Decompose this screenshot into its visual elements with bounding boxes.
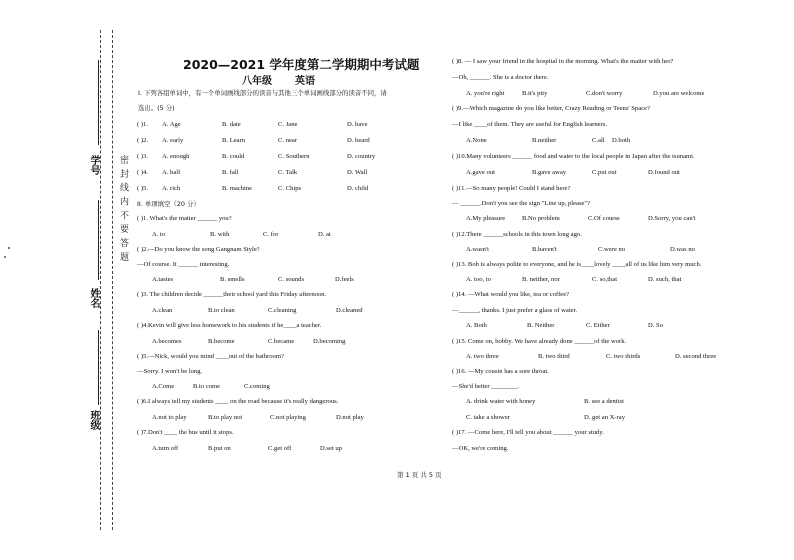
- question-number: ( )1.: [137, 121, 148, 128]
- question-stem: ( )11.—So many people! Could I stand here?: [452, 185, 571, 192]
- student-id-label: 学号: [88, 155, 99, 175]
- option-d: D.you are welcome: [653, 90, 705, 97]
- option-a: A. too, to: [466, 276, 491, 283]
- option-a: A. drink water with honey: [466, 398, 536, 405]
- option-d: D.becoming: [313, 338, 346, 345]
- option-c: C. for: [263, 231, 279, 238]
- question-stem: ( )15. Come on, bobby. We have already done ______of the work.: [452, 338, 627, 345]
- option-d: D. Wall: [347, 169, 368, 176]
- option-a: A.turn off: [152, 445, 179, 452]
- option-a: A. early: [162, 137, 184, 144]
- option-c: C. sounds: [278, 276, 305, 283]
- option-c: C. near: [278, 137, 298, 144]
- question-stem: ( )4.Kevin will give less homework to his students if he____a teacher.: [137, 322, 322, 329]
- question-dialogue: —______, thanks. I just prefer a glass of water.: [452, 307, 578, 314]
- question-stem: ( )8. — I saw your friend in the hospital in the morning. What's the matter with her?: [452, 58, 674, 65]
- option-d: D. such, that: [648, 276, 682, 283]
- option-d: D.found out: [648, 169, 680, 176]
- question-stem: ( )17. —Come here, I'll tell you about ______ your study.: [452, 429, 604, 436]
- binding-line-inner: [112, 30, 113, 530]
- option-a: A.wasn't: [466, 246, 489, 253]
- option-d: D.not play: [336, 414, 364, 421]
- option-a: A.My pleasure: [466, 215, 506, 222]
- option-c: C.put out: [592, 169, 617, 176]
- option-c: C.not playing: [270, 414, 306, 421]
- option-d: D. second three: [675, 353, 717, 360]
- option-d: D.both: [612, 137, 631, 144]
- option-d: D.was no: [670, 246, 695, 253]
- option-d: D. at: [318, 231, 331, 238]
- option-c: C. Talk: [278, 169, 298, 176]
- option-b: B. neither, nor: [522, 276, 560, 283]
- option-d: D. have: [347, 121, 368, 128]
- option-a: A.gave out: [466, 169, 495, 176]
- option-d: D. So: [648, 322, 664, 329]
- section1-instruction: I. 下列各组单词中，有一个单词画线部分的读音与其他三个单词画线部分的读音不同，请: [138, 89, 387, 97]
- option-d: D.feels: [335, 276, 354, 283]
- option-b: B. fall: [222, 169, 239, 176]
- option-b: B. Learn: [222, 137, 246, 144]
- scan-speck: [4, 256, 6, 258]
- option-a: A.Come: [152, 383, 175, 390]
- option-a: A. enough: [162, 153, 190, 160]
- option-b: B.gave away: [532, 169, 567, 176]
- question-dialogue: — ______.Don't you see the sign "Line up, please"?: [452, 200, 591, 207]
- option-d: D.set up: [320, 445, 342, 452]
- option-b: B. smells: [220, 276, 245, 283]
- option-c: C.all: [592, 137, 605, 144]
- option-c: C.cleaning: [268, 307, 297, 314]
- option-d: D.cleaned: [336, 307, 363, 314]
- option-b: B. see a dentist: [584, 398, 624, 405]
- option-a: A.None: [466, 137, 487, 144]
- question-stem: ( )14. —What would you like, tea or coffee?: [452, 291, 570, 298]
- question-dialogue: —Oh, ______. She is a doctor there.: [452, 74, 549, 81]
- option-a: A. half: [162, 169, 181, 176]
- option-b: B.to clean: [208, 307, 235, 314]
- question-stem: ( )9.—Which magazine do you like better, Crazy Reading or Teens' Space?: [452, 105, 650, 112]
- option-a: A. Age: [162, 121, 181, 128]
- binding-line-outer: [100, 30, 101, 530]
- option-a: A.becomes: [152, 338, 182, 345]
- question-dialogue: —She'd better ________.: [452, 383, 520, 390]
- option-a: A. you're right: [466, 90, 505, 97]
- option-c: C. Jane: [278, 121, 298, 128]
- option-c: C. Chips: [278, 185, 302, 192]
- option-c: C. two thirds: [606, 353, 641, 360]
- option-b: B.put on: [208, 445, 231, 452]
- question-dialogue: —Sorry. I won't be long.: [137, 368, 203, 375]
- question-number: ( )2.: [137, 137, 148, 144]
- question-dialogue: —OK, we're coming.: [452, 445, 509, 452]
- question-stem: ( )10.Many volunteers ______ food and water to the local people in Japan after the tsunami.: [452, 153, 695, 160]
- option-d: D. country: [347, 153, 376, 160]
- grade-label: 八年级: [242, 76, 272, 87]
- option-c: C.were no: [598, 246, 626, 253]
- question-number: ( )4.: [137, 169, 148, 176]
- option-c: C.Of course: [588, 215, 620, 222]
- option-c: C. so,that: [592, 276, 618, 283]
- option-c: C. take a shower: [466, 414, 510, 421]
- option-d: D. child: [347, 185, 369, 192]
- option-b: B. could: [222, 153, 245, 160]
- question-stem: ( )6.I always tell my students ____ on the road because it's really dangerous.: [137, 398, 339, 405]
- option-b: B. with: [210, 231, 230, 238]
- name-label: 姓名: [88, 288, 99, 308]
- question-stem: ( )5.—Nick, would you mind ____out of the bathroom?: [137, 353, 284, 360]
- option-c: C. Southern: [278, 153, 310, 160]
- option-b: B. Neither: [527, 322, 555, 329]
- option-b: B. two third: [538, 353, 570, 360]
- page-number: 第 1 页 共 5 页: [397, 471, 442, 479]
- option-a: A.clean: [152, 307, 173, 314]
- section1-instruction-cont: 选出。(5 分): [138, 104, 175, 112]
- question-dialogue: —Of course. It ______ interesting.: [137, 261, 230, 268]
- class-label: 班级: [88, 410, 99, 430]
- question-stem: ( )16. —My cousin has a sore throat.: [452, 368, 549, 375]
- option-b: B.it's pity: [522, 90, 548, 97]
- option-d: D.Sorry, you can't: [648, 215, 696, 222]
- question-stem: ( )1. What's the matter ______ you?: [137, 215, 232, 222]
- option-a: A. rich: [162, 185, 181, 192]
- option-a: A. Both: [466, 322, 487, 329]
- option-b: B. date: [222, 121, 241, 128]
- option-b: B.become: [208, 338, 235, 345]
- option-a: A.not to play: [152, 414, 187, 421]
- student-id-line: [98, 60, 99, 145]
- option-c: C.get off: [268, 445, 292, 452]
- option-b: B.to come: [193, 383, 221, 390]
- option-b: B.No problem: [522, 215, 560, 222]
- option-d: D. heard: [347, 137, 370, 144]
- seal-text: 密 封 线 内 不 要 答 题: [118, 155, 128, 263]
- exam-title: 2020—2021 学年度第二学期期中考试题: [183, 57, 420, 72]
- question-stem: ( )7.Don't ____ the bus until it stops.: [137, 429, 234, 436]
- scan-speck: [8, 247, 10, 249]
- subject-label: 英语: [295, 76, 315, 87]
- option-c: C.don't worry: [586, 90, 623, 97]
- question-stem: ( )12.There ______schools in this town long ago.: [452, 231, 582, 238]
- class-line: [98, 330, 99, 405]
- option-c: C.coming: [244, 383, 270, 390]
- option-a: A. two three: [466, 353, 499, 360]
- option-b: B.to play not: [208, 414, 243, 421]
- question-stem: ( )2.—Do you know the song Gangnam Style?: [137, 246, 260, 253]
- question-stem: ( )3. The children decide ______their school yard this Friday afternoon.: [137, 291, 327, 298]
- option-c: C.became: [268, 338, 295, 345]
- option-a: A.tastes: [152, 276, 174, 283]
- option-d: D. get an X-ray: [584, 414, 626, 421]
- option-a: A. to: [152, 231, 166, 238]
- question-number: ( )5.: [137, 185, 148, 192]
- name-line: [98, 200, 99, 280]
- option-b: B.haven't: [532, 246, 557, 253]
- section2-heading: II. 单项填空（20 分）: [137, 200, 200, 208]
- option-c: C. Either: [586, 322, 610, 329]
- option-b: B. machine: [222, 185, 253, 192]
- question-stem: ( )13. Bob is always polite to everyone, and he is____lovely ____all of us like him very much.: [452, 261, 702, 268]
- option-b: B.neither: [532, 137, 557, 144]
- question-dialogue: —I like ____of them. They are useful for English learners.: [452, 121, 607, 128]
- question-number: ( )3.: [137, 153, 148, 160]
